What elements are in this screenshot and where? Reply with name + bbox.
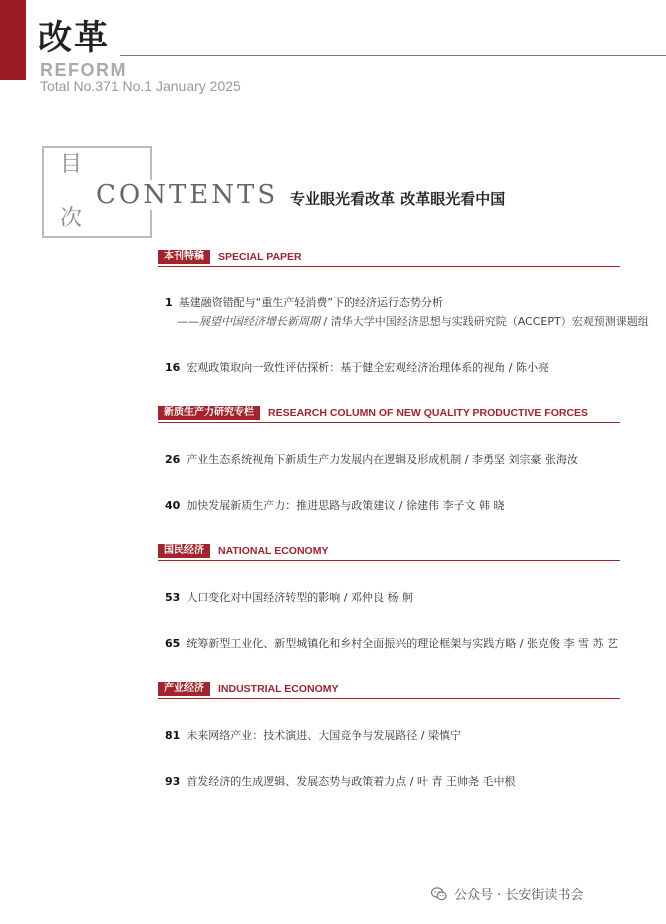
- motto: 专业眼光看改革 改革眼光看中国: [290, 190, 506, 208]
- masthead-red-bar: [0, 0, 26, 80]
- subtitle-italic: 展望中国经济增长新周期: [199, 315, 320, 328]
- section-header-new-quality: [158, 406, 620, 420]
- section-tag: 国民经济: [158, 544, 210, 558]
- toc-entry[interactable]: [165, 451, 578, 469]
- entry-title: 人口变化对中国经济转型的影响 / 邓仲良 杨 舸: [186, 591, 414, 604]
- section-title-en: RESEARCH COLUMN OF NEW QUALITY PRODUCTIVE FORCES: [268, 407, 589, 419]
- section-rule: [158, 266, 620, 267]
- page-number: 16: [165, 361, 181, 374]
- wechat-watermark: [430, 884, 583, 903]
- toc-char-mu: 目: [60, 152, 83, 177]
- page-number: 53: [165, 591, 181, 604]
- subtitle-authors: / 清华大学中国经济思想与实践研究院（ACCEPT）宏观预测课题组: [320, 315, 649, 328]
- entry-title: 宏观政策取向一致性评估探析：基于健全宏观经济治理体系的视角 / 陈小亮: [186, 361, 550, 374]
- section-title-en: NATIONAL ECONOMY: [218, 545, 329, 557]
- page-number: 26: [165, 453, 181, 466]
- subtitle-dash: ——: [177, 315, 199, 328]
- issue-info: Total No.371 No.1 January 2025: [40, 78, 241, 94]
- section-title-en: INDUSTRIAL ECONOMY: [218, 683, 339, 695]
- section-header-industrial-economy: [158, 682, 620, 696]
- entry-title: 基建融资错配与“重生产轻消费”下的经济运行态势分析: [178, 296, 444, 309]
- section-tag: 产业经济: [158, 682, 210, 696]
- wechat-icon: [430, 885, 448, 903]
- section-rule: [158, 560, 620, 561]
- entry-subtitle: [177, 313, 649, 331]
- toc-entry[interactable]: [165, 773, 516, 791]
- page-number: 93: [165, 775, 181, 788]
- entry-title: 未来网络产业：技术演进、大国竞争与发展路径 / 梁慎宁: [186, 729, 462, 742]
- watermark-label: 公众号 · 长安街读书会: [454, 888, 584, 903]
- section-header-national-economy: [158, 544, 620, 558]
- page-number: 1: [165, 296, 173, 309]
- section-header-special-paper: [158, 250, 620, 264]
- page-number: 40: [165, 499, 181, 512]
- entry-title: 首发经济的生成逻辑、发展态势与政策着力点 / 叶 青 王帅尧 毛中根: [186, 775, 516, 788]
- toc-entry[interactable]: [165, 359, 549, 377]
- toc-entry[interactable]: [165, 497, 505, 515]
- entry-title: 统筹新型工业化、新型城镇化和乡村全面振兴的理论框架与实践方略 / 张克俊 李 雪 苏 艺: [186, 637, 618, 650]
- masthead-title-en: REFORM: [40, 60, 127, 80]
- toc-entry[interactable]: [165, 294, 443, 312]
- entry-title: 产业生态系统视角下新质生产力发展内在逻辑及形成机制 / 李勇坚 刘宗豪 张海汝: [186, 453, 579, 466]
- section-rule: [158, 422, 620, 423]
- masthead-rule: [120, 55, 666, 56]
- section-tag: 新质生产力研究专栏: [158, 406, 260, 420]
- toc-contents-heading: CONTENTS: [96, 180, 282, 210]
- toc-entry[interactable]: [165, 589, 413, 607]
- section-title-en: SPECIAL PAPER: [218, 251, 302, 263]
- section-rule: [158, 698, 620, 699]
- toc-entry[interactable]: [165, 635, 618, 653]
- toc-entry[interactable]: [165, 727, 461, 745]
- entry-title: 加快发展新质生产力：推进思路与政策建议 / 徐建伟 李子文 韩 晓: [186, 499, 505, 512]
- section-tag: 本刊特稿: [158, 250, 210, 264]
- toc-char-ci: 次: [60, 206, 83, 231]
- page-number: 65: [165, 637, 181, 650]
- page-number: 81: [165, 729, 181, 742]
- masthead-title-cn: 改革: [38, 18, 110, 58]
